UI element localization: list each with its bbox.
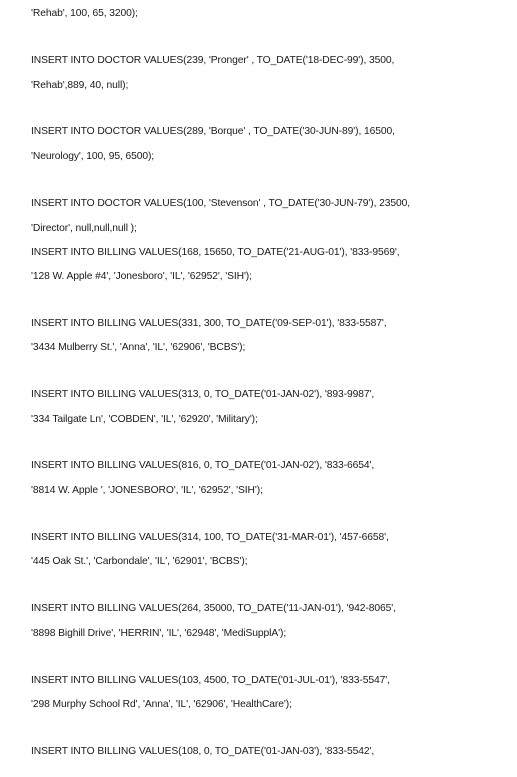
text-line: 'Neurology', 100, 95, 6500); [31, 151, 155, 162]
text-line: INSERT INTO BILLING VALUES(314, 100, TO_DATE('31-MAR-01'), '457-6658', [31, 532, 389, 543]
text-line: INSERT INTO DOCTOR VALUES(239, 'Pronger' , TO_DATE('18-DEC-99'), 3500, [31, 55, 395, 66]
text-line: INSERT INTO BILLING VALUES(331, 300, TO_DATE('09-SEP-01'), '833-5587', [31, 318, 387, 329]
text-line: '334 Tailgate Ln', 'COBDEN', 'IL', '62920', 'Military'); [31, 414, 258, 425]
text-line: 'Director', null,null,null ); [31, 223, 137, 234]
text-line: '445 Oak St.', 'Carbondale', 'IL', '62901', 'BCBS'); [31, 556, 248, 567]
text-line: 'Rehab',889, 40, null); [31, 80, 129, 91]
text-line: '298 Murphy School Rd', 'Anna', 'IL', '62906', 'HealthCare'); [31, 699, 292, 710]
text-line: INSERT INTO BILLING VALUES(103, 4500, TO_DATE('01-JUL-01'), '833-5547', [31, 675, 390, 686]
text-line: '8814 W. Apple ', 'JONESBORO', 'IL', '62952', 'SIH'); [31, 485, 263, 496]
text-line: INSERT INTO DOCTOR VALUES(100, 'Stevenson' , TO_DATE('30-JUN-79'), 23500, [31, 198, 411, 209]
text-line: INSERT INTO DOCTOR VALUES(289, 'Borque' , TO_DATE('30-JUN-89'), 16500, [31, 126, 395, 137]
text-line: INSERT INTO BILLING VALUES(108, 0, TO_DATE('01-JAN-03'), '833-5542', [31, 746, 375, 757]
text-line: 'Rehab', 100, 65, 3200); [31, 8, 138, 19]
text-line: '128 W. Apple #4', 'Jonesboro', 'IL', '62952', 'SIH'); [31, 271, 252, 282]
text-line: '8898 Bighill Drive', 'HERRIN', 'IL', '62948', 'MediSupplA'); [31, 628, 287, 639]
text-line: INSERT INTO BILLING VALUES(168, 15650, TO_DATE('21-AUG-01'), '833-9569', [31, 247, 400, 258]
text-line: INSERT INTO BILLING VALUES(816, 0, TO_DATE('01-JAN-02'), '833-6654', [31, 460, 375, 471]
text-line: '3434 Mulberry St.', 'Anna', 'IL', '62906', 'BCBS'); [31, 342, 246, 353]
text-line: INSERT INTO BILLING VALUES(264, 35000, TO_DATE('11-JAN-01'), '942-8065', [31, 603, 396, 614]
text-line: INSERT INTO BILLING VALUES(313, 0, TO_DATE('01-JAN-02'), '893-9987', [31, 389, 375, 400]
